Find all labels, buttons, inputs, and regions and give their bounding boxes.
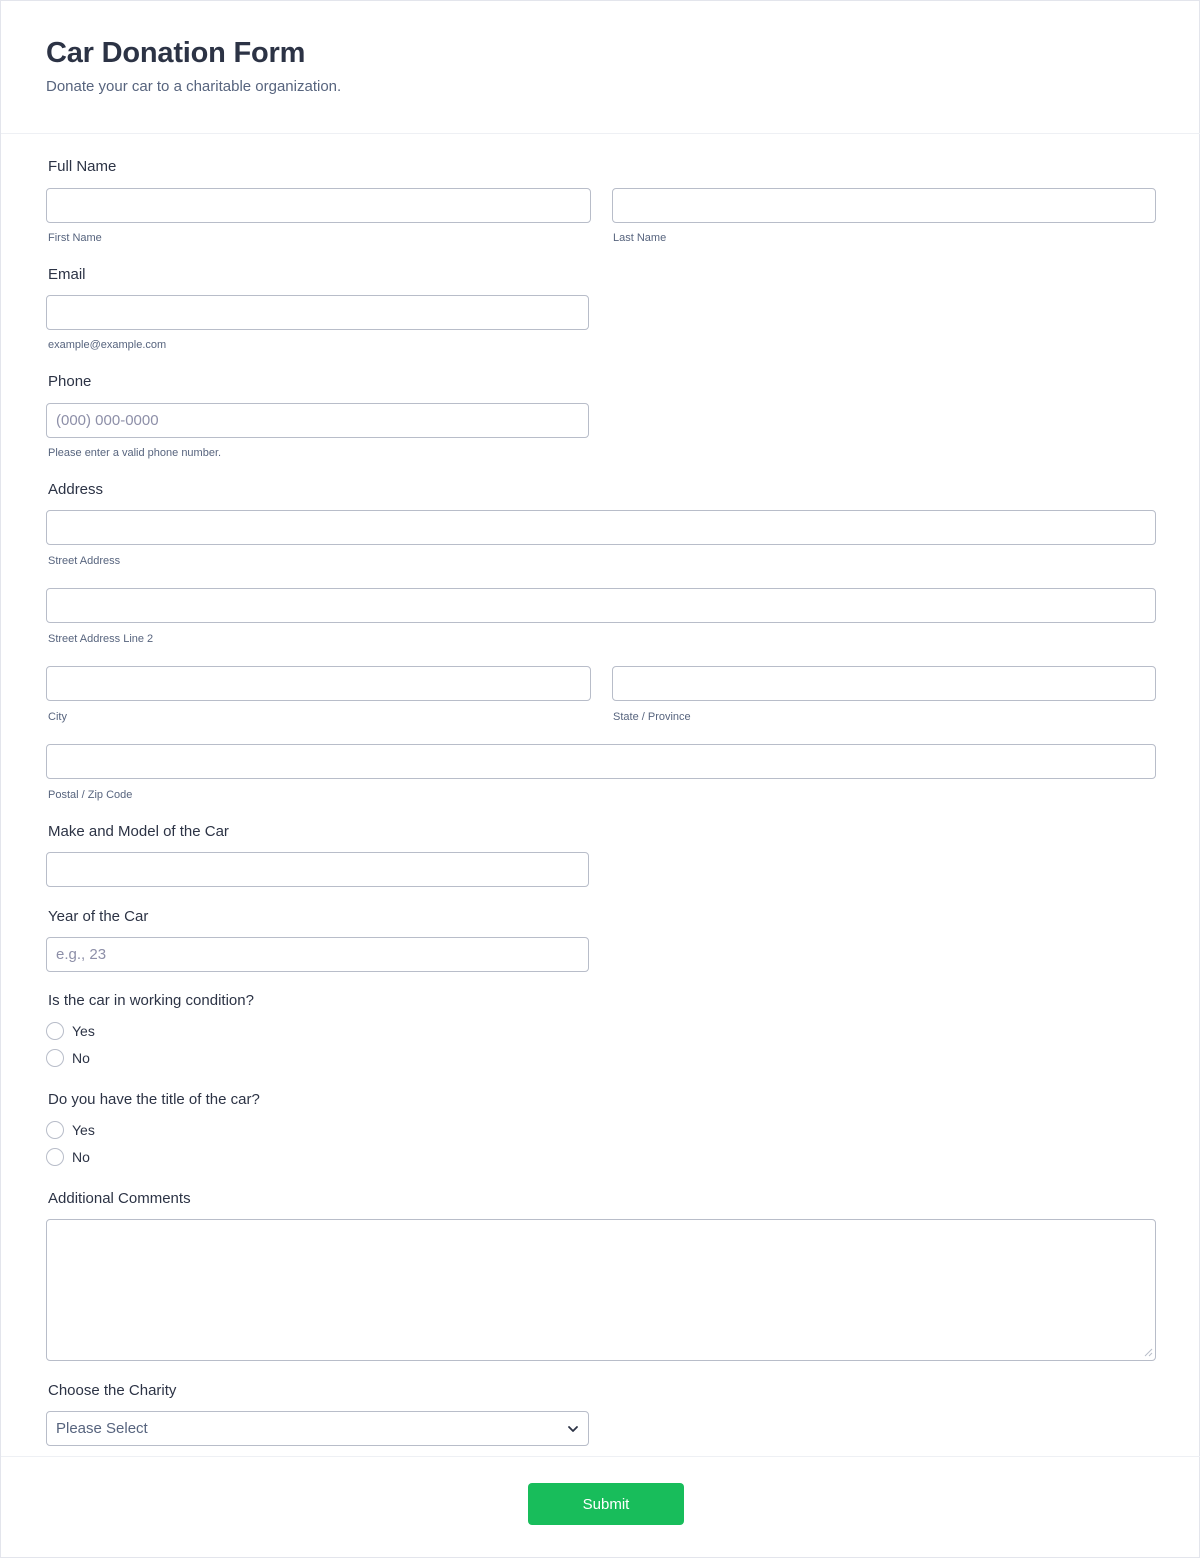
form-header: [1, 1, 1200, 134]
charity-select[interactable]: [46, 1411, 589, 1446]
email-sublabel: example@example.com: [48, 339, 167, 351]
phone-sublabel: Please enter a valid phone number.: [48, 447, 222, 459]
comments-label: Additional Comments: [48, 1190, 191, 1207]
radio-circle-icon[interactable]: [46, 1022, 64, 1040]
city-input[interactable]: [46, 666, 591, 701]
phone-label: Phone: [48, 373, 92, 390]
radio-circle-icon[interactable]: [46, 1148, 64, 1166]
address-label: Address: [48, 481, 104, 498]
phone-input[interactable]: [46, 403, 589, 438]
charity-label: Choose the Charity: [48, 1382, 177, 1399]
state-sublabel: State / Province: [613, 711, 691, 723]
working-condition-yes-radio[interactable]: [46, 1021, 95, 1041]
first-name-input[interactable]: [46, 188, 591, 223]
radio-option-label: No: [72, 1050, 90, 1066]
has-title-label: Do you have the title of the car?: [48, 1091, 260, 1108]
submit-button[interactable]: Submit: [528, 1483, 684, 1525]
working-condition-no-radio[interactable]: [46, 1048, 90, 1068]
has-title-yes-radio[interactable]: [46, 1120, 95, 1140]
radio-option-label: No: [72, 1149, 90, 1165]
radio-option-label: Yes: [72, 1122, 95, 1138]
state-input[interactable]: [612, 666, 1156, 701]
make-model-input[interactable]: [46, 852, 589, 887]
zip-code-sublabel: Postal / Zip Code: [48, 789, 133, 801]
year-label: Year of the Car: [48, 908, 149, 925]
last-name-input[interactable]: [612, 188, 1156, 223]
street-address-input[interactable]: [46, 510, 1156, 545]
form-subtitle: Donate your car to a charitable organization.: [46, 78, 342, 95]
city-sublabel: City: [48, 711, 67, 723]
email-label: Email: [48, 266, 86, 283]
charity-selected-value: Please Select: [56, 1420, 148, 1437]
street-address-line2-input[interactable]: [46, 588, 1156, 623]
zip-code-input[interactable]: [46, 744, 1156, 779]
last-name-sublabel: Last Name: [613, 232, 667, 244]
email-field[interactable]: [46, 295, 589, 330]
working-condition-label: Is the car in working condition?: [48, 992, 254, 1009]
year-input[interactable]: [46, 937, 589, 972]
radio-option-label: Yes: [72, 1023, 95, 1039]
radio-circle-icon[interactable]: [46, 1049, 64, 1067]
comments-textarea[interactable]: [46, 1219, 1156, 1361]
street-address-line2-sublabel: Street Address Line 2: [48, 633, 154, 645]
street-address-sublabel: Street Address: [48, 555, 121, 567]
has-title-no-radio[interactable]: [46, 1147, 90, 1167]
form-title: Car Donation Form: [46, 37, 306, 69]
radio-circle-icon[interactable]: [46, 1121, 64, 1139]
full-name-label: Full Name: [48, 158, 117, 175]
chevron-down-icon: [567, 1424, 579, 1434]
first-name-sublabel: First Name: [48, 232, 102, 244]
resize-grip-icon[interactable]: [1143, 1347, 1153, 1357]
make-model-label: Make and Model of the Car: [48, 823, 229, 840]
